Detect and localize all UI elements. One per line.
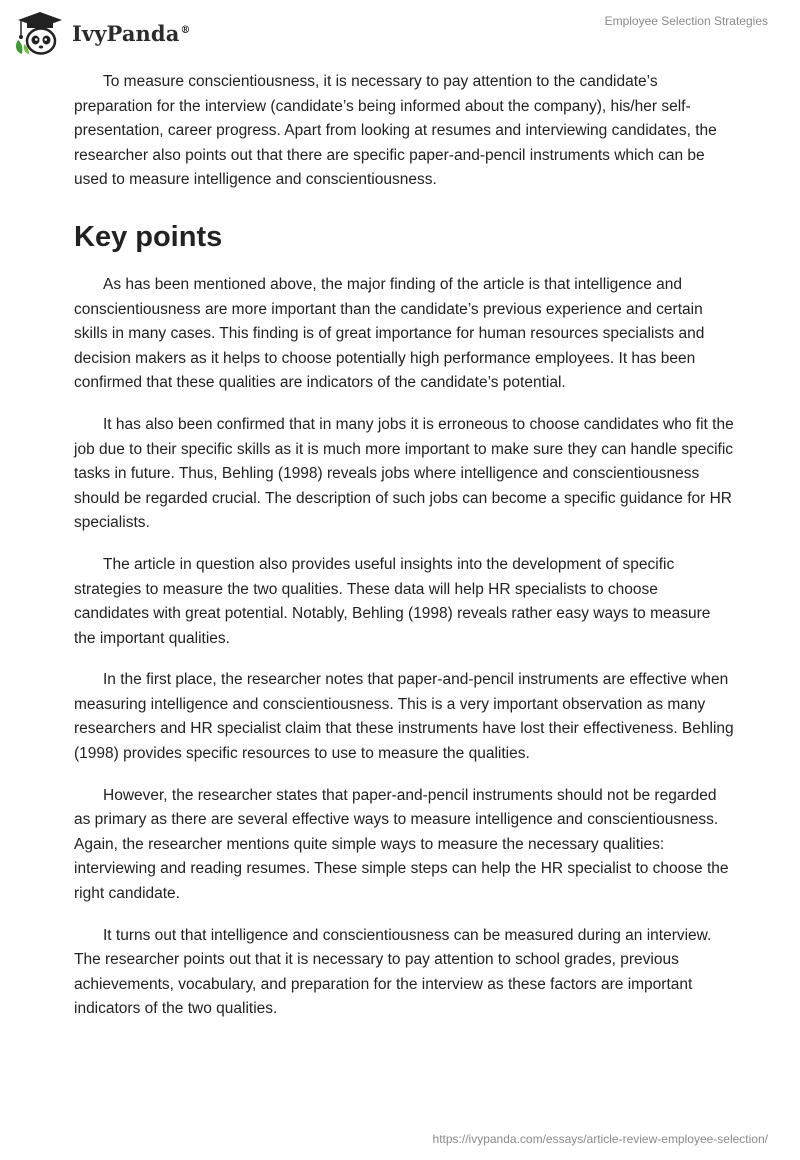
paragraph: However, the researcher states that paper-and-pencil instruments should not be regarded as primary as there are several effective ways to measure intelligence and conscientiousness. Again, the researcher mentions quite simple ways to measure the necessary qualities: interviewing and reading resumes. These simple steps can help the HR specialist to choose the right candidate. [74, 786, 729, 903]
essay-content [74, 70, 734, 1039]
logo-text: IvyPanda® [72, 20, 191, 46]
paragraph: It turns out that intelligence and conscientiousness can be measured during an interview. The researcher points out that it is necessary to pay attention to school grades, previous achievements, vocabulary, and preparation for the interview as these factors are important indicators of the two qualities. [74, 926, 712, 1018]
ivypanda-logo[interactable] [14, 10, 191, 56]
paragraph: The article in question also provides useful insights into the development of specific strategies to measure the two qualities. These data will help HR specialists to choose candidates with great potential. Notably, Behling (1998) reveals rather easy ways to measure the important qualities. [74, 555, 711, 647]
paragraph: To measure conscientiousness, it is necessary to pay attention to the candidate’s preparation for the interview (candidate’s being informed about the company), his/her self-presentation, career progress. Apart from looking at resumes and interviewing candidates, the researcher also points out that there are specific paper-and-pencil instruments which can be used to measure intelligence and conscientiousness. [74, 73, 717, 189]
section-heading: Key points [74, 220, 223, 253]
paragraph: It has also been confirmed that in many jobs it is erroneous to choose candidates who fit the job due to their specific skills as it is much more important to make sure they can handle specific tasks in future. Thus, Behling (1998) reveals jobs where intelligence and conscientiousness should be regarded crucial. The description of such jobs can become a specific guidance for HR specialists. [74, 415, 734, 532]
paragraph: As has been mentioned above, the major finding of the article is that intelligence and conscientiousness are more important than the candidate’s previous experience and certain skills in many cases. This finding is of great importance for human resources specialists and decision makers as it helps to choose potentially high performance employees. It has been confirmed that these qualities are indicators of the candidate’s potential. [74, 275, 705, 392]
source-url-link[interactable]: https://ivypanda.com/essays/article-review-employee-selection/ [432, 1132, 768, 1146]
paragraph: In the first place, the researcher notes that paper-and-pencil instruments are effective when measuring intelligence and conscientiousness. This is a very important observation as many researchers and HR specialist claim that these instruments have lost their effectiveness. Behling (1998) provides specific resources to use to measure the qualities. [74, 671, 734, 763]
page-header [0, 0, 800, 64]
document-title: Employee Selection Strategies [604, 14, 768, 28]
panda-graduate-icon [14, 10, 66, 56]
